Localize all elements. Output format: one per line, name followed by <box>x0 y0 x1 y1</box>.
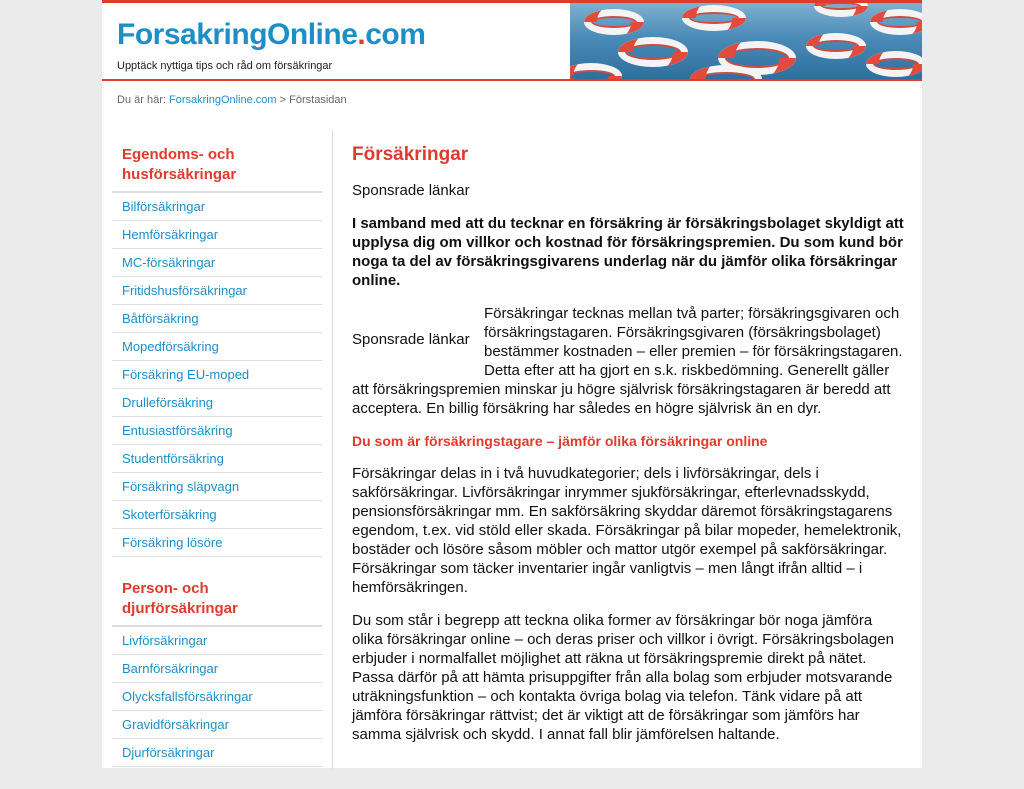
sidebar-link-skoterforsakring[interactable]: Skoterförsäkring <box>122 507 217 522</box>
sidebar-item <box>112 739 322 767</box>
sidebar-link-mopedforsakring[interactable]: Mopedförsäkring <box>122 339 219 354</box>
sidebar-item <box>112 249 322 277</box>
site-header <box>102 3 922 79</box>
sponsored-links-box <box>352 304 484 374</box>
sidebar-item <box>112 501 322 529</box>
sidebar-link-forsakring-slapvagn[interactable]: Försäkring släpvagn <box>122 479 240 494</box>
sidebar-item <box>112 711 322 739</box>
sidebar-link-gravidforsakringar[interactable]: Gravidförsäkringar <box>122 717 229 732</box>
lead-paragraph: I samband med att du tecknar en försäkring är försäkringsbolaget skyldigt att upplysa dig om villkor och kostnad för försäkringspremien. Du som kund bör noga ta del av försäkringsgivarens underlag när du jämför olika försäkringar online. <box>352 215 904 289</box>
sponsored-links-label: Sponsrade länkar <box>352 182 470 199</box>
column-divider <box>332 130 333 770</box>
sidebar-item <box>112 361 322 389</box>
section-subheading: Du som är försäkringstagare – jämför olika försäkringar online <box>352 433 768 449</box>
body-paragraph: Försäkringar delas in i två huvudkategorier; dels i livförsäkringar, dels i sakförsäkringar. Livförsäkringar inrymmer sjukförsäkringar, efterlevnadsskydd, pensionsförsäkringar mm. En sakförsäkring skyddar däremot försäkringstagarens egendom, t.ex. vid stöld eller skada. Försäkringar på bilar mopeder, hemelektronik, bostäder och lösöre såsom möbler och mattor utgör exempel på sakförsäkringar. Försäkringar som täcker inventarier ingår vanligtvis – men långt ifrån alltid – i hemförsäkringen. <box>352 465 902 596</box>
sidebar-link-forsakring-eu-moped[interactable]: Försäkring EU-moped <box>122 367 250 382</box>
sidebar-link-studentforsakring[interactable]: Studentförsäkring <box>122 451 224 466</box>
header-banner-image <box>570 3 922 79</box>
breadcrumb-home-link[interactable]: ForsakringOnline.com <box>168 94 277 106</box>
logo-dot: . <box>357 18 366 51</box>
sidebar-link-fritidshusforsakringar[interactable]: Fritidshusförsäkringar <box>122 283 247 298</box>
article-block <box>352 304 907 418</box>
sidebar-link-djurforsakringar[interactable]: Djurförsäkringar <box>122 745 215 760</box>
sidebar-link-barnforsakringar[interactable]: Barnförsäkringar <box>122 661 219 676</box>
page-title: Försäkringar <box>352 144 469 165</box>
breadcrumb <box>117 94 347 106</box>
sidebar-item <box>112 473 322 501</box>
sidebar-item <box>112 683 322 711</box>
site-tagline: Upptäck nyttiga tips och råd om försäkringar <box>117 60 333 72</box>
sidebar-item <box>112 627 322 655</box>
sidebar-item <box>112 221 322 249</box>
sidebar-link-hemforsakringar[interactable]: Hemförsäkringar <box>122 227 219 242</box>
sidebar <box>112 145 322 789</box>
sidebar-link-olycksfallsforsakringar[interactable]: Olycksfallsförsäkringar <box>122 689 253 704</box>
sidebar-link-drulleforsakring[interactable]: Drulleförsäkring <box>122 395 214 410</box>
sidebar-item <box>112 277 322 305</box>
sidebar-section-title: Person- och djurförsäkringar <box>112 579 322 627</box>
breadcrumb-prefix: Du är här: <box>117 94 166 106</box>
sidebar-item <box>112 333 322 361</box>
sidebar-list <box>112 627 322 767</box>
sidebar-link-batforsakring[interactable]: Båtförsäkring <box>122 311 199 326</box>
sponsored-links-label: Sponsrade länkar <box>352 330 470 348</box>
sidebar-link-forsakring-losore[interactable]: Försäkring lösöre <box>122 535 223 550</box>
main-content <box>352 143 907 758</box>
sidebar-section-title: Egendoms- och husförsäkringar <box>112 145 322 193</box>
sidebar-section-person <box>112 579 322 767</box>
sidebar-item <box>112 529 322 557</box>
sidebar-list <box>112 193 322 557</box>
sidebar-link-mc-forsakringar[interactable]: MC-försäkringar <box>122 255 216 270</box>
sidebar-item <box>112 305 322 333</box>
page <box>102 0 922 768</box>
sidebar-item <box>112 417 322 445</box>
site-logo[interactable] <box>117 17 425 53</box>
breadcrumb-separator: > <box>279 94 287 106</box>
sidebar-item <box>112 445 322 473</box>
sidebar-item <box>112 655 322 683</box>
sidebar-item <box>112 193 322 221</box>
sidebar-link-livforsakringar[interactable]: Livförsäkringar <box>122 633 208 648</box>
sidebar-item <box>112 389 322 417</box>
logo-main-text: ForsakringOnline <box>117 18 358 51</box>
header-divider <box>102 79 922 81</box>
body-paragraph: Du som står i begrepp att teckna olika former av försäkringar bör noga jämföra olika försäkringar online – och deras priser och villkor i övrigt. Försäkringsbolagen erbjuder i normalfallet möjlighet att räkna ut försäkringspremie direkt på nätet. Passa därför på att hämta prisuppgifter från alla bolag som erbjuder motsvarande uträkningsfunktion – och kontakta övriga bolag via telefon. Tänk vidare på att jämföra försäkringar rättvist; det är viktigt att de försäkringar som jämförs har samma självrisk och skydd. I annat fall blir jämförelsen haltande. <box>352 612 894 743</box>
logo-suffix-text: com <box>365 18 426 51</box>
body-paragraph: Försäkringar tecknas mellan två parter; försäkringsgivaren och försäkringstagaren. Försäkringsgivaren (försäkringsbolaget) bestämmer kostnaden – eller premien – för försäkringstagaren. Detta efter att ha gjort en s.k. riskbedömning. Generellt gäller att försäkringspremien minskar ju högre självrisk försäkringstagaren är beredd att acceptera. En billig försäkring har således en högre självrisk än en dyr. <box>352 305 903 417</box>
sidebar-link-entusiastforsakring[interactable]: Entusiastförsäkring <box>122 423 233 438</box>
sidebar-section-property <box>112 145 322 557</box>
sidebar-link-bilforsakringar[interactable]: Bilförsäkringar <box>122 199 206 214</box>
breadcrumb-current: Förstasidan <box>289 94 347 106</box>
